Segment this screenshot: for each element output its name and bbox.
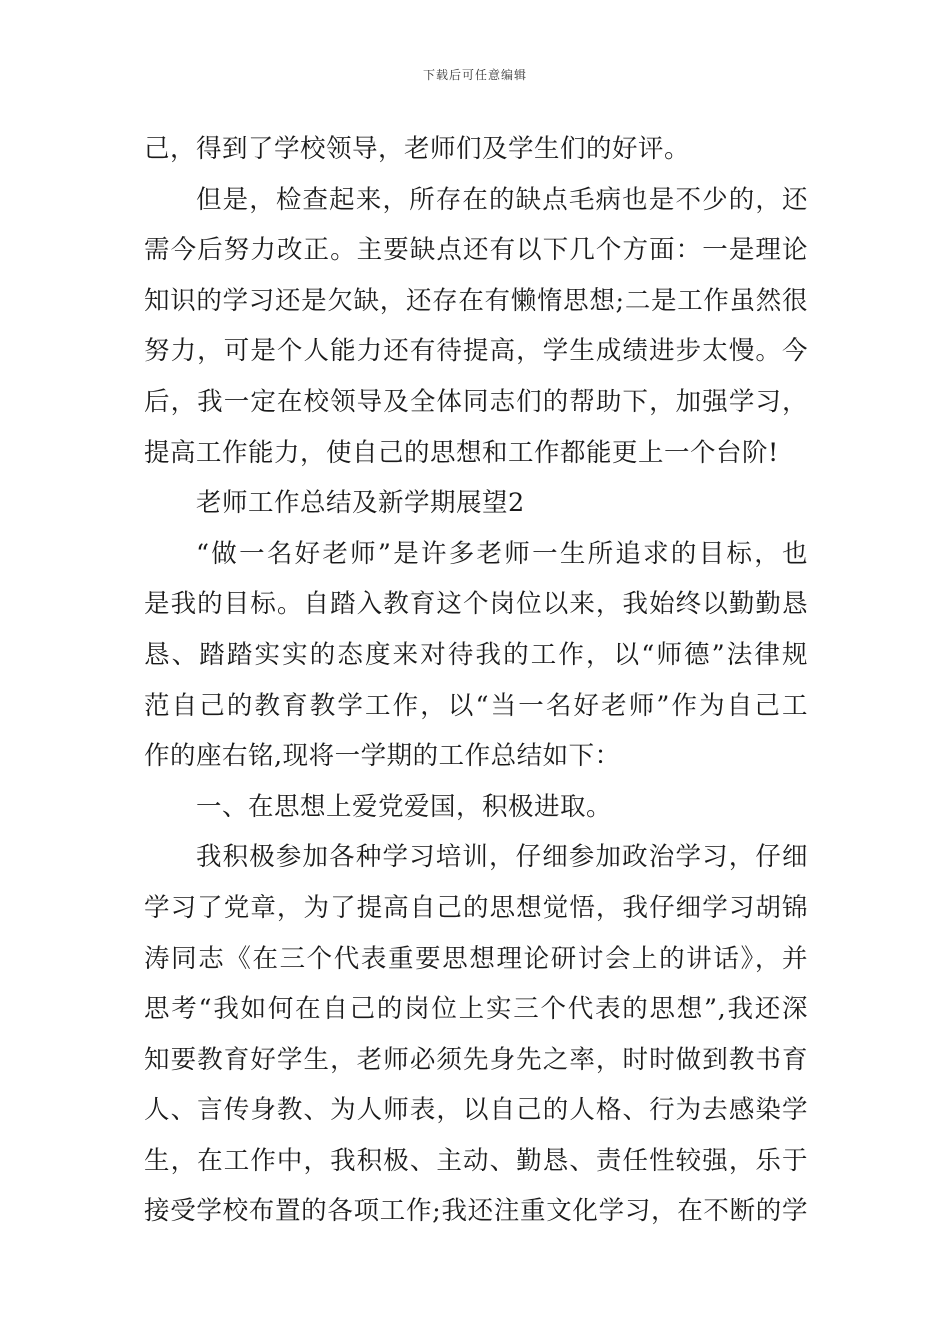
text-line: 需今后努力改正。主要缺点还有以下几个方面：一是理论 — [144, 235, 808, 266]
text-line: 但是，检查起来，所存在的缺点毛病也是不少的，还 — [196, 184, 808, 215]
text-line: 努力，可是个人能力还有待提高，学生成绩进步太慢。今 — [144, 336, 808, 367]
section-title: 老师工作总结及新学期展望2 — [196, 488, 525, 519]
text-line: 恳、踏踏实实的态度来对待我的工作，以“师德”法律规 — [144, 639, 808, 670]
text-line: 后，我一定在校领导及全体同志们的帮助下，加强学习， — [144, 386, 808, 417]
text-line: 涛同志《在三个代表重要思想理论研讨会上的讲话》，并 — [144, 943, 808, 974]
text-line: 思考“我如何在自己的岗位上实三个代表的思想”,我还深 — [144, 994, 808, 1025]
text-line: 范自己的教育教学工作，以“当一名好老师”作为自己工 — [144, 690, 808, 721]
text-line: 学习了党章，为了提高自己的思想觉悟，我仔细学习胡锦 — [144, 892, 808, 923]
document-body — [144, 124, 808, 1237]
text-line: 己，得到了学校领导，老师们及学生们的好评。 — [144, 134, 691, 164]
section-heading: 一、在思想上爱党爱国，积极进取。 — [196, 791, 613, 822]
text-line: 生，在工作中，我积极、主动、勤恳、责任性较强，乐于 — [144, 1145, 808, 1176]
text-line: 提高工作能力，使自己的思想和工作都能更上一个台阶! — [144, 437, 779, 468]
text-line: 作的座右铭,现将一学期的工作总结如下： — [144, 741, 621, 772]
text-line: 知识的学习还是欠缺，还存在有懒惰思想;二是工作虽然很 — [144, 285, 808, 316]
text-line: 我积极参加各种学习培训，仔细参加政治学习，仔细 — [196, 842, 808, 873]
text-line: 知要教育好学生，老师必须先身先之率，时时做到教书育 — [144, 1044, 808, 1075]
text-line: 人、言传身教、为人师表，以自己的人格、行为去感染学 — [144, 1095, 808, 1126]
text-line: 是我的目标。自踏入教育这个岗位以来，我始终以勤勤恳 — [144, 589, 808, 620]
text-line: 接受学校布置的各项工作;我还注重文化学习，在不断的学 — [144, 1196, 808, 1227]
page-header: 下载后可任意编辑 — [422, 68, 527, 82]
text-line: “做一名好老师”是许多老师一生所追求的目标，也 — [196, 538, 808, 569]
